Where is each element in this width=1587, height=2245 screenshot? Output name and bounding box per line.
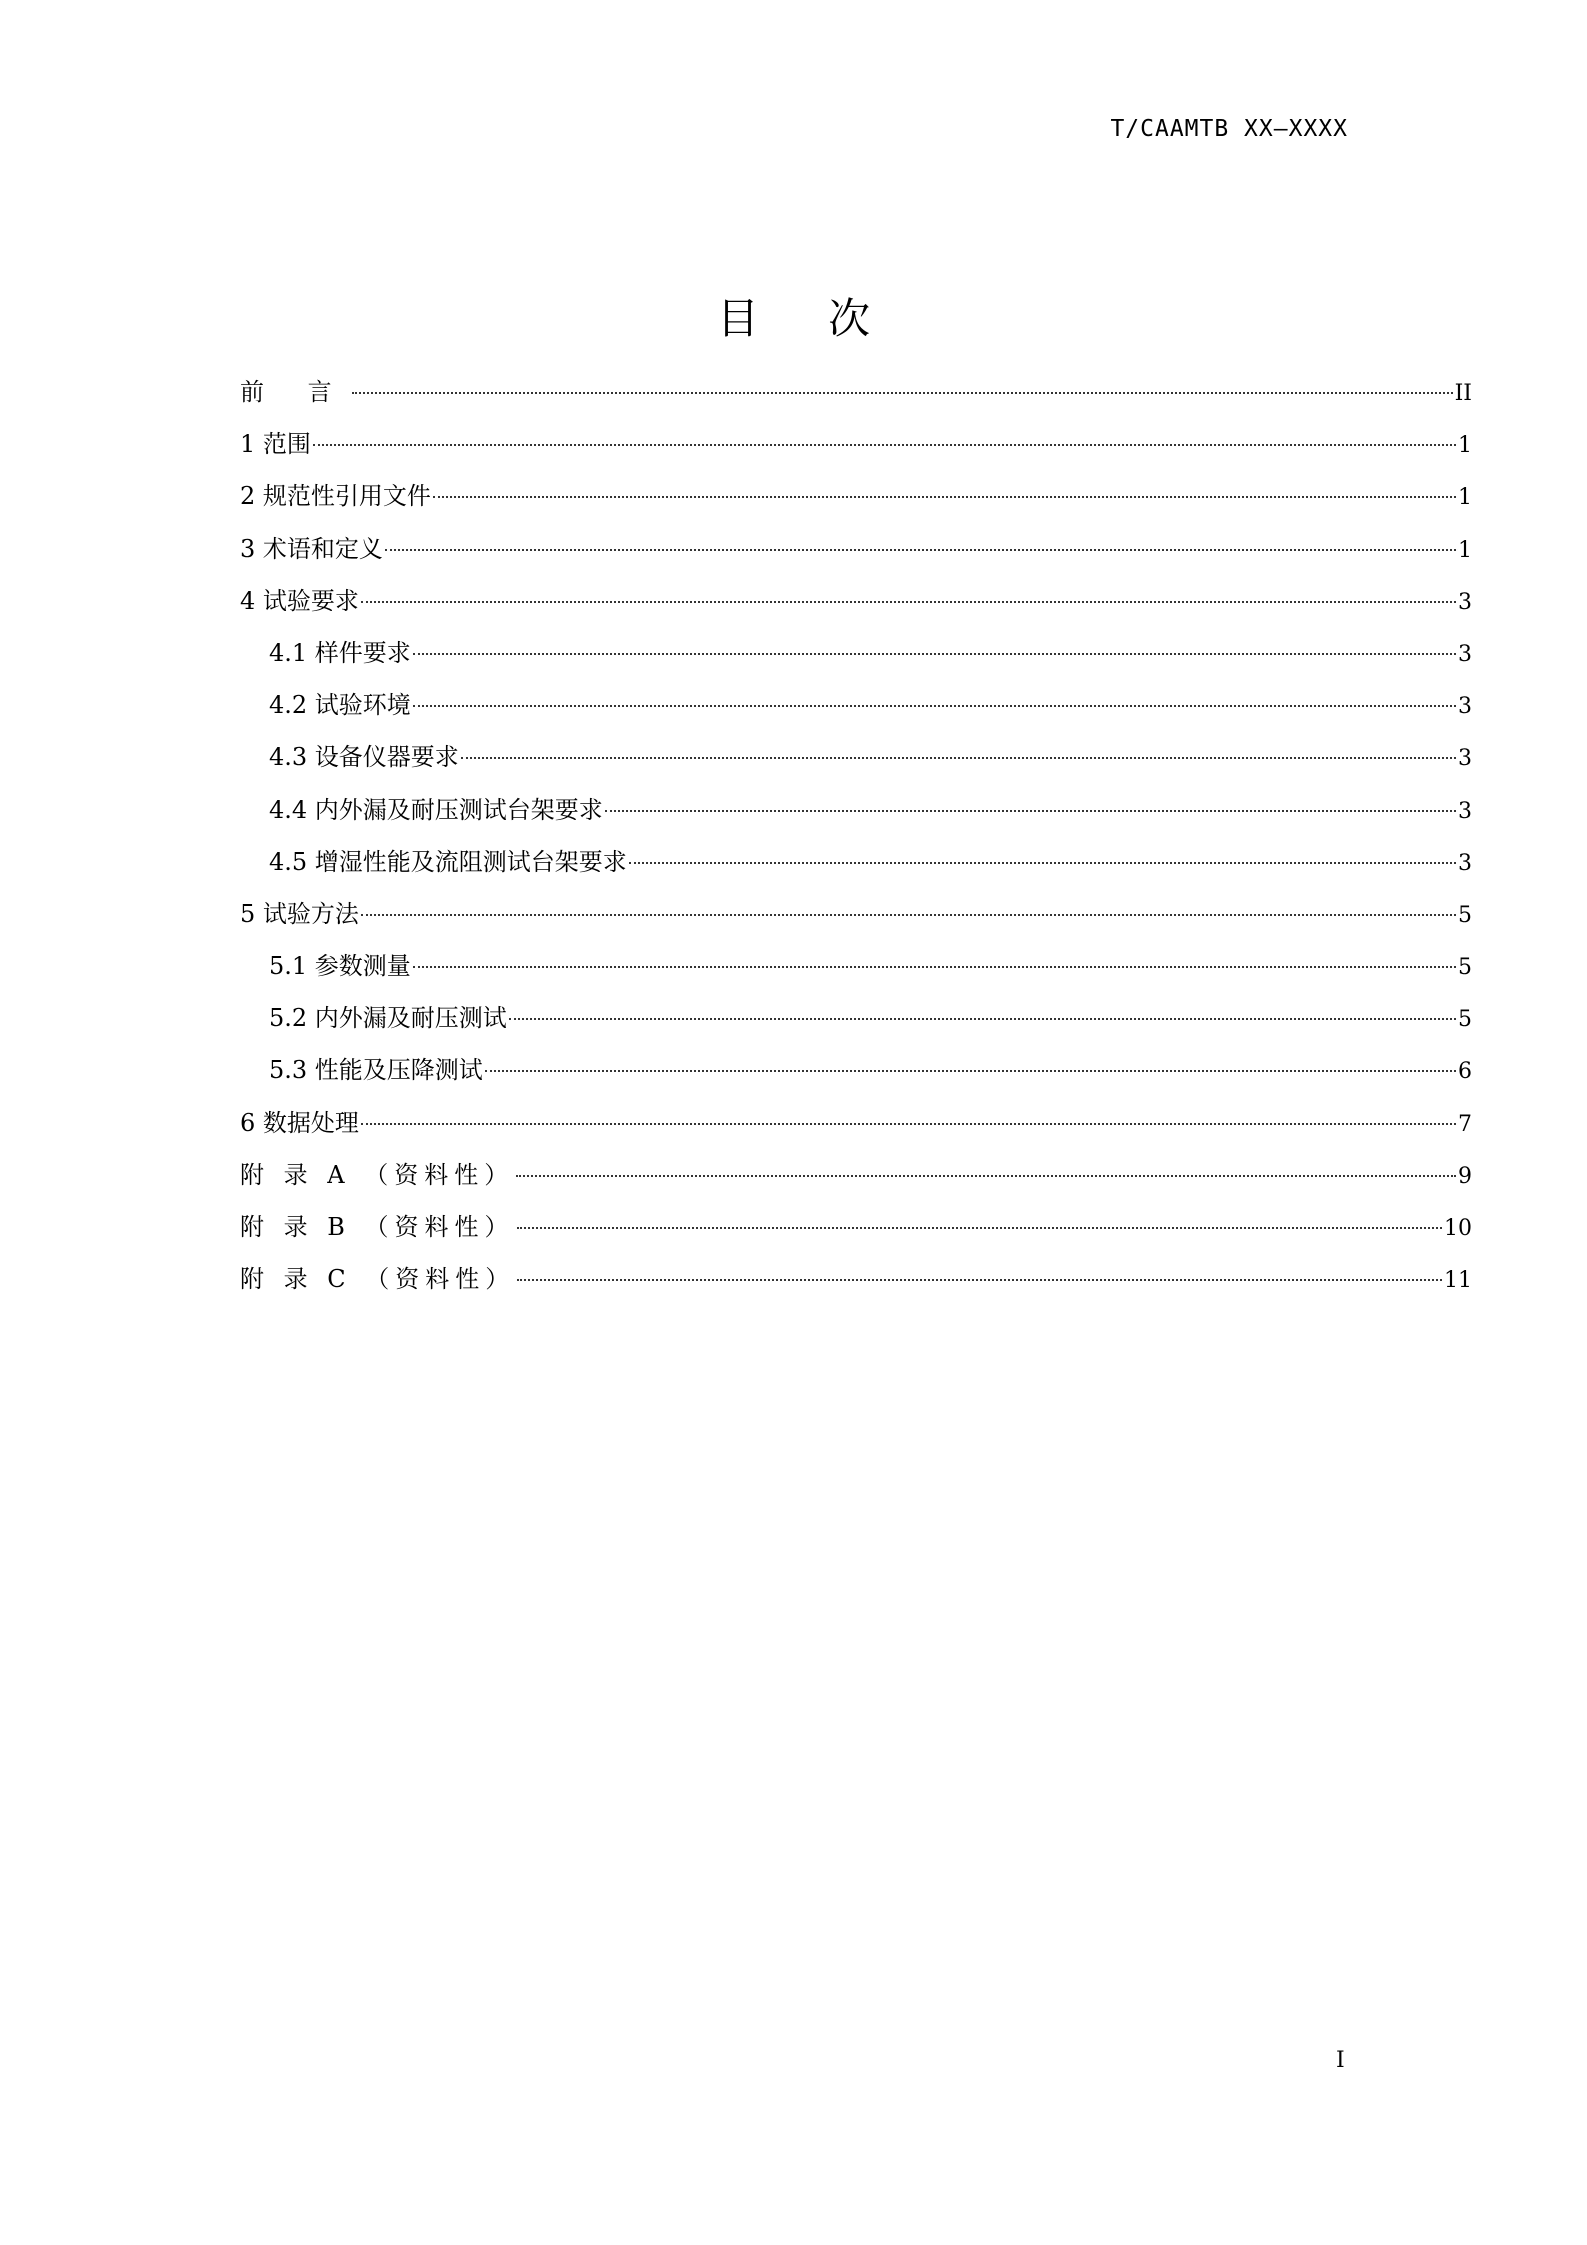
toc-entry-page: 3 <box>1458 850 1472 876</box>
toc-entry-appendix-a[interactable] <box>240 1149 1472 1201</box>
toc-entry-page: II <box>1454 381 1472 406</box>
page-number: I <box>1336 2048 1345 2073</box>
toc-entry-label: 1 范围 <box>240 430 311 459</box>
toc-entry-appendix-b[interactable] <box>240 1201 1472 1253</box>
toc-entry-label: 3 术语和定义 <box>240 534 383 563</box>
toc-entry-label: 4.4 内外漏及耐压测试台架要求 <box>269 795 603 824</box>
toc-entry-page: 9 <box>1458 1163 1472 1189</box>
toc-entry-page: 11 <box>1444 1268 1472 1294</box>
toc-entry-page: 1 <box>1458 485 1472 511</box>
toc-entry-4[interactable] <box>240 575 1472 627</box>
dot-leader <box>517 1279 1442 1281</box>
toc-entry-page: 3 <box>1458 694 1472 720</box>
dot-leader <box>605 810 1456 812</box>
toc-entry-label: 4.1 样件要求 <box>269 638 411 667</box>
toc-entry-4-3[interactable] <box>240 731 1472 783</box>
toc-entry-3[interactable] <box>240 523 1472 575</box>
toc-entry-page: 1 <box>1458 537 1472 563</box>
toc-entry-label: 附 录 B （资料性） <box>240 1213 515 1241</box>
toc-entry-foreword[interactable] <box>240 366 1472 418</box>
dot-leader <box>517 1227 1442 1229</box>
toc-entry-5[interactable] <box>240 888 1472 940</box>
toc-entry-label: 6 数据处理 <box>240 1108 359 1137</box>
dot-leader <box>629 862 1456 864</box>
toc-entry-page: 3 <box>1458 641 1472 667</box>
dot-leader <box>413 705 1456 707</box>
dot-leader <box>385 549 1456 551</box>
dot-leader <box>485 1070 1456 1072</box>
dot-leader <box>361 1123 1456 1125</box>
toc-entry-label: 前 言 <box>240 378 350 406</box>
table-of-contents <box>240 366 1472 1305</box>
toc-entry-label: 5.3 性能及压降测试 <box>269 1056 483 1085</box>
dot-leader <box>313 444 1456 446</box>
toc-title: 目 次 <box>716 294 899 343</box>
toc-entry-page: 10 <box>1444 1216 1472 1241</box>
dot-leader <box>413 966 1456 968</box>
toc-entry-page: 5 <box>1458 1007 1472 1033</box>
toc-entry-6[interactable] <box>240 1097 1472 1149</box>
dot-leader <box>352 392 1453 394</box>
document-code: T/CAAMTB XX—XXXX <box>1110 116 1348 142</box>
toc-entry-label: 附 录 A （资料性） <box>240 1160 515 1189</box>
toc-entry-label: 4.5 增湿性能及流阻测试台架要求 <box>269 847 627 876</box>
dot-leader <box>361 914 1456 916</box>
toc-entry-page: 5 <box>1458 955 1472 981</box>
dot-leader <box>516 1175 1456 1177</box>
toc-entry-label: 2 规范性引用文件 <box>240 482 431 511</box>
toc-entry-page: 5 <box>1458 902 1472 928</box>
toc-entry-label: 5.2 内外漏及耐压测试 <box>269 1004 507 1033</box>
toc-entry-label: 5 试验方法 <box>240 899 359 928</box>
toc-entry-label: 4.3 设备仪器要求 <box>269 743 459 772</box>
toc-entry-page: 3 <box>1458 798 1472 824</box>
toc-entry-page: 7 <box>1458 1111 1472 1137</box>
toc-entry-page: 3 <box>1458 589 1472 615</box>
toc-entry-page: 3 <box>1458 746 1472 772</box>
dot-leader <box>413 653 1456 655</box>
toc-entry-2[interactable] <box>240 470 1472 522</box>
toc-entry-4-2[interactable] <box>240 679 1472 731</box>
toc-entry-label: 附 录 C （资料性） <box>240 1265 516 1294</box>
toc-entry-1[interactable] <box>240 418 1472 470</box>
toc-entry-page: 6 <box>1458 1059 1472 1085</box>
toc-entry-5-1[interactable] <box>240 940 1472 992</box>
dot-leader <box>461 757 1456 759</box>
dot-leader <box>361 601 1456 603</box>
dot-leader <box>433 496 1456 498</box>
toc-entry-5-2[interactable] <box>240 992 1472 1044</box>
dot-leader <box>509 1018 1456 1020</box>
toc-entry-5-3[interactable] <box>240 1044 1472 1096</box>
toc-entry-label: 4 试验要求 <box>240 586 359 615</box>
toc-entry-page: 1 <box>1458 433 1472 459</box>
toc-entry-appendix-c[interactable] <box>240 1253 1472 1305</box>
toc-entry-4-5[interactable] <box>240 836 1472 888</box>
toc-entry-4-4[interactable] <box>240 784 1472 836</box>
toc-entry-label: 4.2 试验环境 <box>269 691 411 720</box>
toc-entry-label: 5.1 参数测量 <box>269 952 411 981</box>
toc-entry-4-1[interactable] <box>240 627 1472 679</box>
